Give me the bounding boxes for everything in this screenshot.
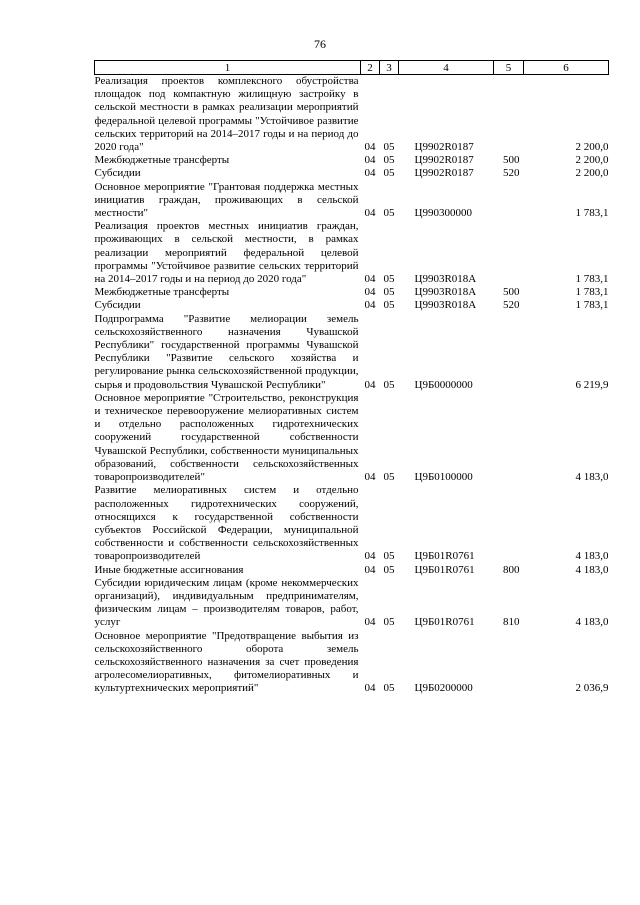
row-subsection: 05 bbox=[383, 378, 395, 391]
row-target-article: Ц9902R0187 bbox=[414, 154, 474, 167]
row-amount: 1 783,1 bbox=[575, 207, 609, 220]
row-subsection: 05 bbox=[383, 299, 395, 312]
row-name: Основное мероприятие "Строительство, реконструкция и техническое перевооружение мелиоративных систем и отдельно расположенных гидротехнических сооружений государственной собственности Чувашской Республики, собственности муниципальных образований, собственности сельскохозяйственных товаропроизводителей" bbox=[94, 391, 359, 484]
row-expense-type: 520 bbox=[503, 299, 520, 312]
row-section: 04 bbox=[364, 682, 376, 695]
row-section: 04 bbox=[364, 207, 376, 220]
table-row bbox=[95, 299, 609, 312]
row-expense-type bbox=[494, 630, 524, 696]
row-section: 04 bbox=[364, 299, 376, 312]
row-expense-type: 500 bbox=[503, 286, 520, 299]
header-col-name: 1 bbox=[95, 61, 361, 75]
table-row bbox=[95, 181, 609, 221]
row-target-article: Ц9903R018A bbox=[414, 273, 477, 286]
row-amount: 4 183,0 bbox=[575, 563, 609, 576]
row-name: Межбюджетные трансферты bbox=[94, 286, 230, 299]
row-name: Реализация проектов комплексного обустройства площадок под компактную жилищную застройку в сельской местности в рамках реализации мероприятий федеральной целевой программы "Устойчивое развитие сельских территорий на 2014–2017 годы и на период до 2020 года" bbox=[94, 75, 359, 154]
row-amount: 4 183,0 bbox=[575, 550, 609, 563]
row-subsection: 05 bbox=[383, 471, 395, 484]
row-section: 04 bbox=[364, 616, 376, 629]
budget-table bbox=[94, 60, 609, 696]
row-name: Субсидии bbox=[94, 299, 141, 312]
row-name: Субсидии bbox=[94, 167, 141, 180]
row-subsection: 05 bbox=[383, 273, 395, 286]
table-row bbox=[95, 577, 609, 630]
header-row bbox=[95, 61, 609, 75]
table-row bbox=[95, 484, 609, 563]
row-expense-type: 500 bbox=[503, 154, 520, 167]
row-expense-type: 520 bbox=[503, 167, 520, 180]
table-row bbox=[95, 313, 609, 392]
row-subsection: 05 bbox=[383, 563, 395, 576]
header-col-expense-type: 5 bbox=[494, 61, 524, 75]
header-col-subsection: 3 bbox=[380, 61, 399, 75]
row-name: Иные бюджетные ассигнования bbox=[94, 563, 244, 576]
row-name: Подпрограмма "Развитие мелиорации земель сельскохозяйственного назначения Чувашской Республики" государственной программы Чувашской Республики "Развитие сельского хозяйства и регулирование рынка сельскохозяйственной продукции, сырья и продовольствия Чувашской Республики" bbox=[94, 312, 359, 391]
header-col-section: 2 bbox=[361, 61, 380, 75]
row-target-article: Ц9Б0100000 bbox=[414, 471, 473, 484]
row-name: Основное мероприятие "Грантовая поддержка местных инициатив граждан, проживающих в сельской местности" bbox=[94, 180, 359, 220]
row-expense-type bbox=[494, 313, 524, 392]
row-section: 04 bbox=[364, 563, 376, 576]
row-section: 04 bbox=[364, 141, 376, 154]
table-row bbox=[95, 154, 609, 167]
row-expense-type bbox=[494, 181, 524, 221]
row-subsection: 05 bbox=[383, 616, 395, 629]
row-target-article: Ц9Б01R0761 bbox=[414, 616, 475, 629]
row-amount: 4 183,0 bbox=[575, 616, 609, 629]
row-amount: 1 783,1 bbox=[575, 299, 609, 312]
row-target-article: Ц9903R018A bbox=[414, 286, 477, 299]
row-target-article: Ц9Б0200000 bbox=[414, 682, 473, 695]
row-target-article: Ц9Б01R0761 bbox=[414, 550, 475, 563]
row-name: Реализация проектов местных инициатив граждан, проживающих в сельской местности, в рамках реализации мероприятий федеральной целевой программы "Устойчивое развитие сельских территорий на 2014–2017 годы и на период до 2020 года" bbox=[94, 220, 359, 286]
header-col-target-article: 4 bbox=[399, 61, 494, 75]
row-subsection: 05 bbox=[383, 141, 395, 154]
row-expense-type: 810 bbox=[503, 616, 520, 629]
table-row bbox=[95, 392, 609, 484]
table-row bbox=[95, 564, 609, 577]
row-amount: 2 036,9 bbox=[575, 682, 609, 695]
table-row bbox=[95, 220, 609, 286]
row-subsection: 05 bbox=[383, 286, 395, 299]
row-section: 04 bbox=[364, 286, 376, 299]
row-expense-type bbox=[494, 75, 524, 155]
row-subsection: 05 bbox=[383, 167, 395, 180]
row-section: 04 bbox=[364, 154, 376, 167]
row-section: 04 bbox=[364, 167, 376, 180]
row-amount: 2 200,0 bbox=[575, 154, 609, 167]
row-section: 04 bbox=[364, 378, 376, 391]
row-amount: 2 200,0 bbox=[575, 141, 609, 154]
row-expense-type bbox=[494, 220, 524, 286]
row-amount: 4 183,0 bbox=[575, 471, 609, 484]
row-amount: 1 783,1 bbox=[575, 286, 609, 299]
row-section: 04 bbox=[364, 273, 376, 286]
row-target-article: Ц9903R018A bbox=[414, 299, 477, 312]
row-subsection: 05 bbox=[383, 207, 395, 220]
table-row bbox=[95, 286, 609, 299]
table-row bbox=[95, 630, 609, 696]
row-expense-type: 800 bbox=[503, 563, 520, 576]
row-target-article: Ц9Б01R0761 bbox=[414, 563, 475, 576]
row-subsection: 05 bbox=[383, 550, 395, 563]
row-section: 04 bbox=[364, 550, 376, 563]
row-target-article: Ц9902R0187 bbox=[414, 141, 474, 154]
header-col-amount: 6 bbox=[524, 61, 609, 75]
row-subsection: 05 bbox=[383, 154, 395, 167]
row-amount: 2 200,0 bbox=[575, 167, 609, 180]
page-number: 76 bbox=[314, 37, 326, 51]
row-name: Межбюджетные трансферты bbox=[94, 154, 230, 167]
row-amount: 1 783,1 bbox=[575, 273, 609, 286]
row-target-article: Ц9902R0187 bbox=[414, 167, 474, 180]
row-amount: 6 219,9 bbox=[575, 378, 609, 391]
row-name: Субсидии юридическим лицам (кроме некоммерческих организаций), индивидуальным предпринимателям, физическим лицам – производителям товаров, работ, услуг bbox=[94, 576, 359, 629]
row-section: 04 bbox=[364, 471, 376, 484]
row-name: Основное мероприятие "Предотвращение выбытия из сельскохозяйственного оборота земель сельскохозяйственного назначения за счет проведения агролесомелиоративных, фитомелиоративных и культуртехнических мероприятий" bbox=[94, 629, 359, 695]
table-row bbox=[95, 167, 609, 180]
row-target-article: Ц990300000 bbox=[414, 207, 472, 220]
row-expense-type bbox=[494, 392, 524, 484]
row-name: Развитие мелиоративных систем и отдельно расположенных гидротехнических сооружений, относящихся к государственной собственности субъектов Российской Федерации, муниципальной собственности и собственности сельскохозяйственных товаропроизводителей bbox=[94, 484, 359, 563]
table-row bbox=[95, 75, 609, 155]
row-subsection: 05 bbox=[383, 682, 395, 695]
row-expense-type bbox=[494, 484, 524, 563]
row-target-article: Ц9Б0000000 bbox=[414, 378, 473, 391]
